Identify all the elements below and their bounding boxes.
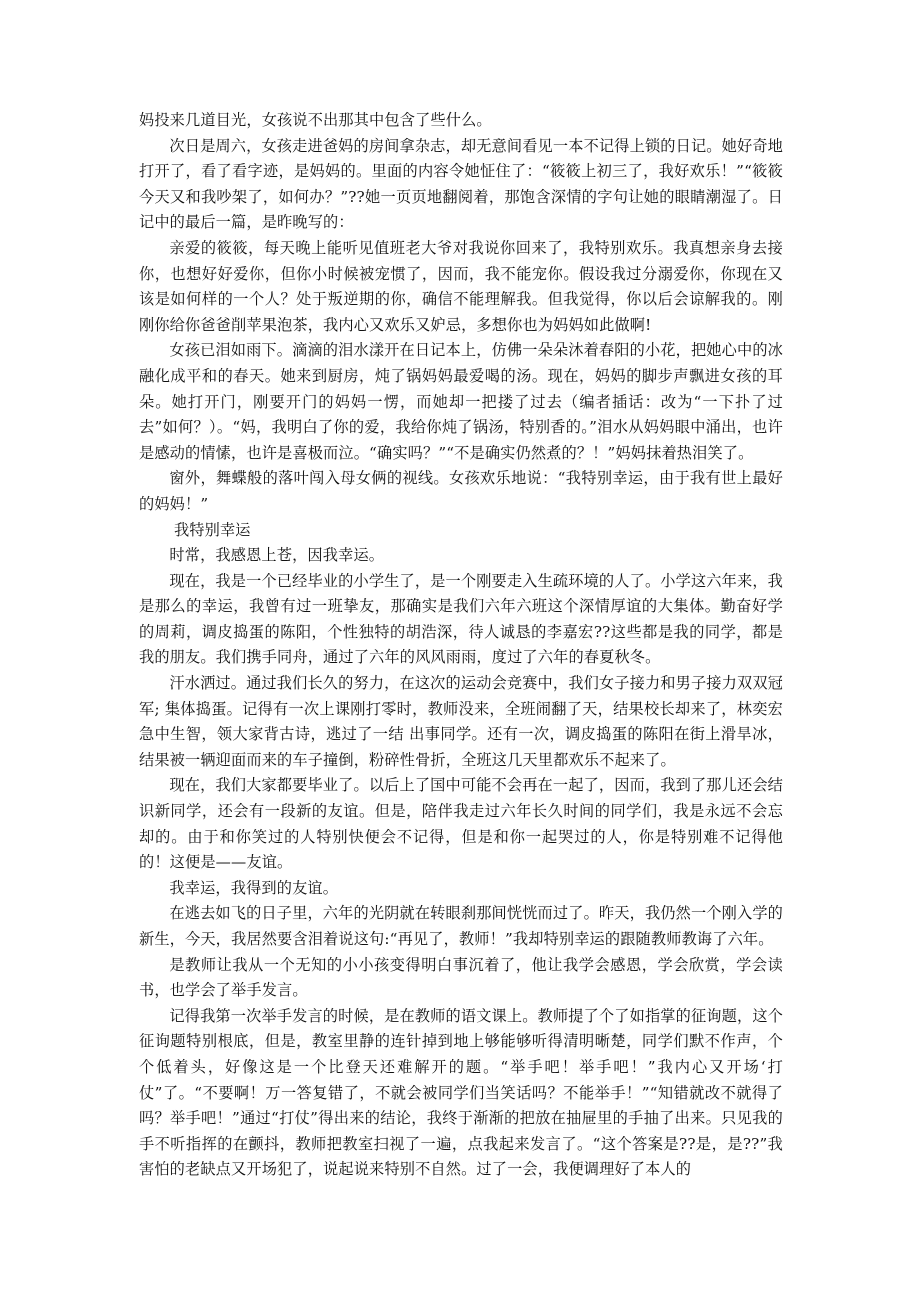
paragraph-9: 现在，我们大家都要毕业了。以后上了国中可能不会再在一起了，因而，我到了那儿还会结识新同学，还会有一段新的友谊。但是，陪伴我走过六年长久时间的同学们，我是永远不会忘却的。由于和你笑过的人特别快便会不记得，但是和你一起哭过的人，你是特别难不记得他的！这便是——友谊。 bbox=[139, 776, 783, 872]
paragraph-11: 在逃去如飞的日子里，六年的光阴就在转眼刹那间恍恍而过了。昨天，我仍然一个刚入学的新生，今天，我居然要含泪着说这句:“再见了，教师！”我却特别幸运的跟随教师教诲了六年。 bbox=[139, 904, 783, 948]
paragraph-6: 时常，我感恩上苍，因我幸运。 bbox=[169, 546, 385, 565]
paragraph-4: 女孩已泪如雨下。滴滴的泪水漾开在日记本上，仿佛一朵朵沐着春阳的小花，把她心中的冰融化成平和的春天。她来到厨房，炖了锅妈妈最爱喝的汤。现在，妈妈的脚步声飘进女孩的耳朵。她打开门，刚要开门的妈妈一愣，而她却一把搂了过去（编者插话：改为“一下扑了过去”如何？）。“妈，我明白了你的爱，我给你炖了锅汤，特别香的。”泪水从妈妈眼中涌出，也许是感动的情愫，也许是喜极而泣。“确实吗？”“不是确实仍然煮的？！”妈妈抹着热泪笑了。 bbox=[139, 341, 783, 462]
paragraph-2: 次日是周六，女孩走进爸妈的房间拿杂志，却无意间看见一本不记得上锁的日记。她好奇地打开了，看了看字迹，是妈妈的。里面的内容令她怔住了：“筱筱上初三了，我好欢乐！”“筱筱今天又和我吵架了，如何办？”??她一页页地翻阅着，那饱含深情的字句让她的眼睛潮湿了。日记中的最后一篇，是昨晚写的： bbox=[139, 136, 783, 232]
paragraph-1: 妈投来几道目光，女孩说不出那其中包含了些什么。 bbox=[139, 111, 492, 129]
paragraph-13: 记得我第一次举手发言的时候，是在教师的语文课上。教师提了个了如指掌的征询题，这个征询题特别根底，但是，教室里静的连针掉到地上够能够听得清明晰楚，同学们默不作声，个个低着头，好像这是一个比登天还难解开的题。“举手吧！举手吧！”我内心又开场‘打仗”了。“不要啊！万一答复错了，不就会被同学们当笑话吗？不能举手！”“知错就改不就得了吗？举手吧！”通过“打仗”得出来的结论，我终于渐渐的把放在抽屉里的手抽了出来。只见我的手不听指挥的在颤抖，教师把教室扫视了一遍，点我起来发言了。“这个答案是??是，是??”我害怕的老缺点又开场犯了，说起说来特别不自然。过了一会，我便调理好了本人的 bbox=[139, 1006, 783, 1179]
paragraph-5: 窗外，舞蝶般的落叶闯入母女俩的视线。女孩欢乐地说：“我特别幸运，由于我有世上最好的妈妈！” bbox=[139, 469, 783, 513]
paragraph-10: 我幸运，我得到的友谊。 bbox=[169, 878, 339, 897]
paragraph-3: 亲爱的筱筱，每天晚上能听见值班老大爷对我说你回来了，我特别欢乐。我真想亲身去接你，也想好好爱你，但你小时候被宠惯了，因而，我不能宠你。假设我过分溺爱你，你现在又该是如何样的一个人？处于叛逆期的你，确信不能理解我。但我觉得，你以后会谅解我的。刚刚你给你爸爸削苹果泡茶，我内心又欢乐又妒忌，多想你也为妈妈如此做啊! bbox=[139, 238, 783, 334]
paragraph-12: 是教师让我从一个无知的小小孩变得明白事沉着了，他让我学会感恩，学会欣赏，学会读书，也学会了举手发言。 bbox=[139, 955, 783, 1000]
paragraph-7: 现在，我是一个已经毕业的小学生了，是一个刚要走入生疏环境的人了。小学这六年来，我是那么的幸运，我曾有过一班挚友，那确实是我们六年六班这个深情厚谊的大集体。勤奋好学的周莉，调皮捣蛋的陈阳，个性独特的胡浩深，待人诚恳的李嘉宏??这些都是我的同学，都是我的朋友。我们携手同舟，通过了六年的风风雨雨，度过了六年的春夏秋冬。 bbox=[139, 571, 783, 667]
section-title: 我特别幸运 bbox=[173, 520, 251, 539]
paragraph-8: 汗水洒过。通过我们长久的努力，在这次的运动会竞赛中，我们女子接力和男子接力双双冠军; 集体捣蛋。记得有一次上课刚打零时，教师没来，全班闹翻了天，结果校长却来了，林奕宏急中生智，领大家背古诗，逃过了一结 出事同学。还有一次，调皮捣蛋的陈阳在街上滑旱冰，结果被一辆迎面而来的车子撞倒，粉碎性骨折，全班这几天里都欢乐不起来了。 bbox=[139, 674, 783, 769]
document-page bbox=[139, 108, 783, 1183]
